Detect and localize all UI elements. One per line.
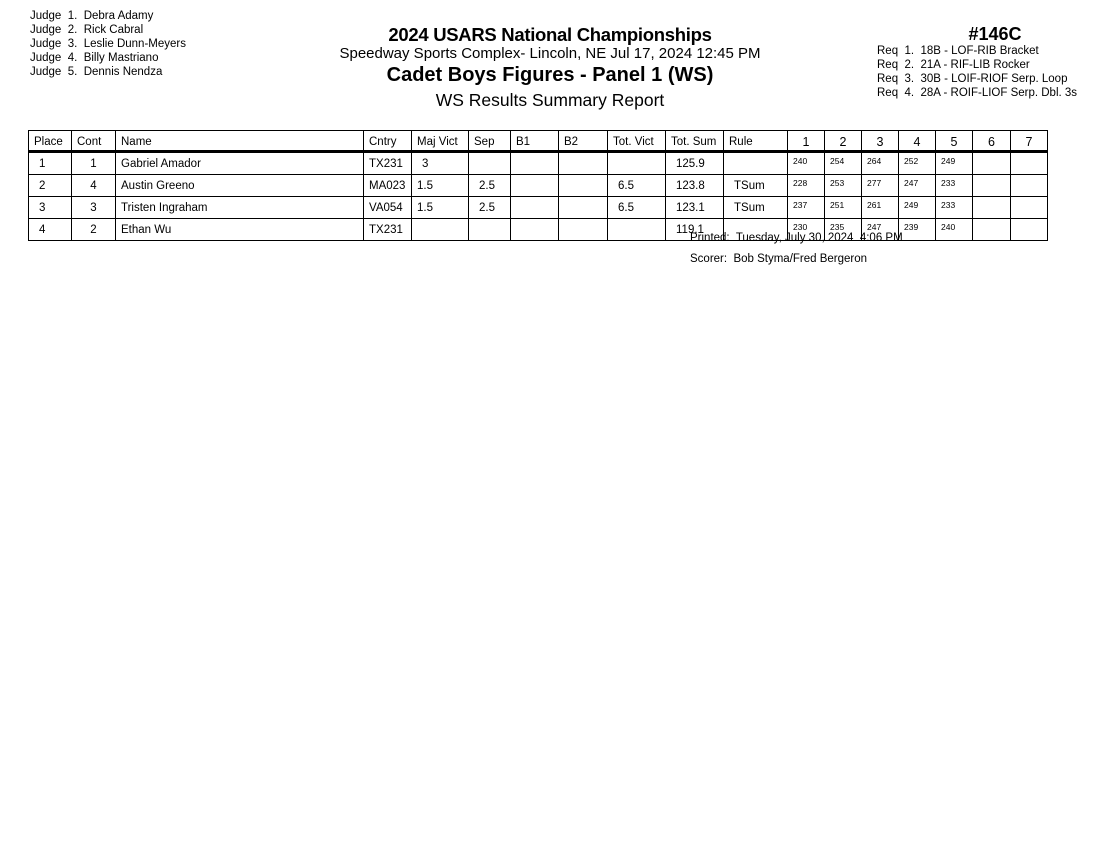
col-header-cont: Cont [72,131,116,152]
cell-judge-6 [973,219,1011,241]
cell-place: 4 [29,219,72,241]
col-header-sep: Sep [469,131,511,152]
cell-b2 [559,219,608,241]
col-header-judge-6: 6 [973,131,1011,152]
cell-b2 [559,175,608,197]
col-header-cntry: Cntry [364,131,412,152]
cell-cntry: VA054 [364,197,412,219]
col-header-b1: B1 [511,131,559,152]
cell-judge-5: 233 [936,197,973,219]
cell-judge-7 [1011,175,1048,197]
cell-maj-vict [412,219,469,241]
cell-b1 [511,175,559,197]
cell-cntry: TX231 [364,219,412,241]
printed-timestamp: Printed: Tuesday, July 30, 2024 4:06 PM [690,232,903,244]
cell-place: 2 [29,175,72,197]
cell-sep [469,152,511,175]
cell-judge-7 [1011,152,1048,175]
cell-cont: 2 [72,219,116,241]
col-header-judge-2: 2 [825,131,862,152]
judge-entry: Judge 5. Dennis Nendza [30,66,163,78]
cell-judge-5: 240 [936,219,973,241]
requirement-entry: Req 3. 30B - LOIF-RIOF Serp. Loop [877,73,1068,85]
judge-entry: Judge 1. Debra Adamy [30,10,154,22]
cell-judge-1: 228 [788,175,825,197]
cell-cntry: TX231 [364,152,412,175]
cell-judge-2: 235 [825,219,862,241]
judge-entry: Judge 4. Billy Mastriano [30,52,159,64]
cell-name: Gabriel Amador [116,152,364,175]
requirement-entry: Req 2. 21A - RIF-LIB Rocker [877,59,1030,71]
venue-date-line: Speedway Sports Complex- Lincoln, NE Jul 17, 2024 12:45 PM [339,45,761,62]
requirements-list [877,44,1077,100]
cell-judge-1: 237 [788,197,825,219]
cell-name: Tristen Ingraham [116,197,364,219]
cell-judge-6 [973,152,1011,175]
cell-rule [724,152,788,175]
col-header-tot-sum: Tot. Sum [666,131,724,152]
cell-place: 1 [29,152,72,175]
cell-name: Ethan Wu [116,219,364,241]
cell-judge-7 [1011,197,1048,219]
cell-tot-sum: 123.8 [666,175,724,197]
judges-list [30,9,186,79]
col-header-judge-7: 7 [1011,131,1048,152]
event-id: #146C [968,24,1022,44]
cell-rule: TSum [724,175,788,197]
cell-tot-vict: 6.5 [608,175,666,197]
cell-sep [469,219,511,241]
cell-cont: 3 [72,197,116,219]
cell-judge-2: 254 [825,152,862,175]
cell-b2 [559,152,608,175]
cell-cont: 1 [72,152,116,175]
cell-b1 [511,152,559,175]
cell-sep: 2.5 [469,197,511,219]
table-row [29,152,1048,175]
col-header-rule: Rule [724,131,788,152]
cell-judge-3: 277 [862,175,899,197]
cell-judge-3: 261 [862,197,899,219]
cell-rule: TSum [724,197,788,219]
col-header-judge-1: 1 [788,131,825,152]
cell-judge-6 [973,175,1011,197]
cell-judge-3: 264 [862,152,899,175]
col-header-maj-vict: Maj Vict [412,131,469,152]
cell-b1 [511,197,559,219]
results-table [28,130,1048,241]
scorer-names: Scorer: Bob Styma/Fred Bergeron [690,253,868,265]
cell-tot-sum: 119.1 [666,219,724,241]
cell-judge-3: 247 [862,219,899,241]
cell-cntry: MA023 [364,175,412,197]
cell-name: Austin Greeno [116,175,364,197]
requirement-entry: Req 4. 28A - ROIF-LIOF Serp. Dbl. 3s [877,87,1078,99]
cell-cont: 4 [72,175,116,197]
cell-judge-1: 230 [788,219,825,241]
cell-judge-2: 251 [825,197,862,219]
cell-tot-sum: 123.1 [666,197,724,219]
cell-judge-2: 253 [825,175,862,197]
table-header-row [29,131,1048,152]
col-header-judge-5: 5 [936,131,973,152]
cell-maj-vict: 1.5 [412,197,469,219]
col-header-judge-4: 4 [899,131,936,152]
col-header-name: Name [116,131,364,152]
cell-judge-4: 247 [899,175,936,197]
cell-b2 [559,197,608,219]
cell-judge-5: 249 [936,152,973,175]
cell-sep: 2.5 [469,175,511,197]
judge-entry: Judge 3. Leslie Dunn-Meyers [30,38,186,50]
cell-judge-6 [973,197,1011,219]
cell-judge-7 [1011,219,1048,241]
cell-judge-4: 239 [899,219,936,241]
judge-entry: Judge 2. Rick Cabral [30,24,144,36]
cell-tot-sum: 125.9 [666,152,724,175]
col-header-judge-3: 3 [862,131,899,152]
report-name: WS Results Summary Report [435,90,665,110]
cell-judge-4: 252 [899,152,936,175]
table-row [29,197,1048,219]
col-header-b2: B2 [559,131,608,152]
col-header-tot-vict: Tot. Vict [608,131,666,152]
cell-maj-vict: 1.5 [412,175,469,197]
cell-place: 3 [29,197,72,219]
cell-judge-5: 233 [936,175,973,197]
championship-title: 2024 USARS National Championships [388,24,712,45]
col-header-place: Place [29,131,72,152]
table-row [29,175,1048,197]
cell-tot-vict: 6.5 [608,197,666,219]
cell-tot-vict [608,219,666,241]
cell-judge-4: 249 [899,197,936,219]
event-name: Cadet Boys Figures - Panel 1 (WS) [386,64,714,86]
cell-judge-1: 240 [788,152,825,175]
cell-maj-vict: 3 [412,152,469,175]
cell-tot-vict [608,152,666,175]
cell-b1 [511,219,559,241]
requirement-entry: Req 1. 18B - LOF-RIB Bracket [877,45,1039,57]
